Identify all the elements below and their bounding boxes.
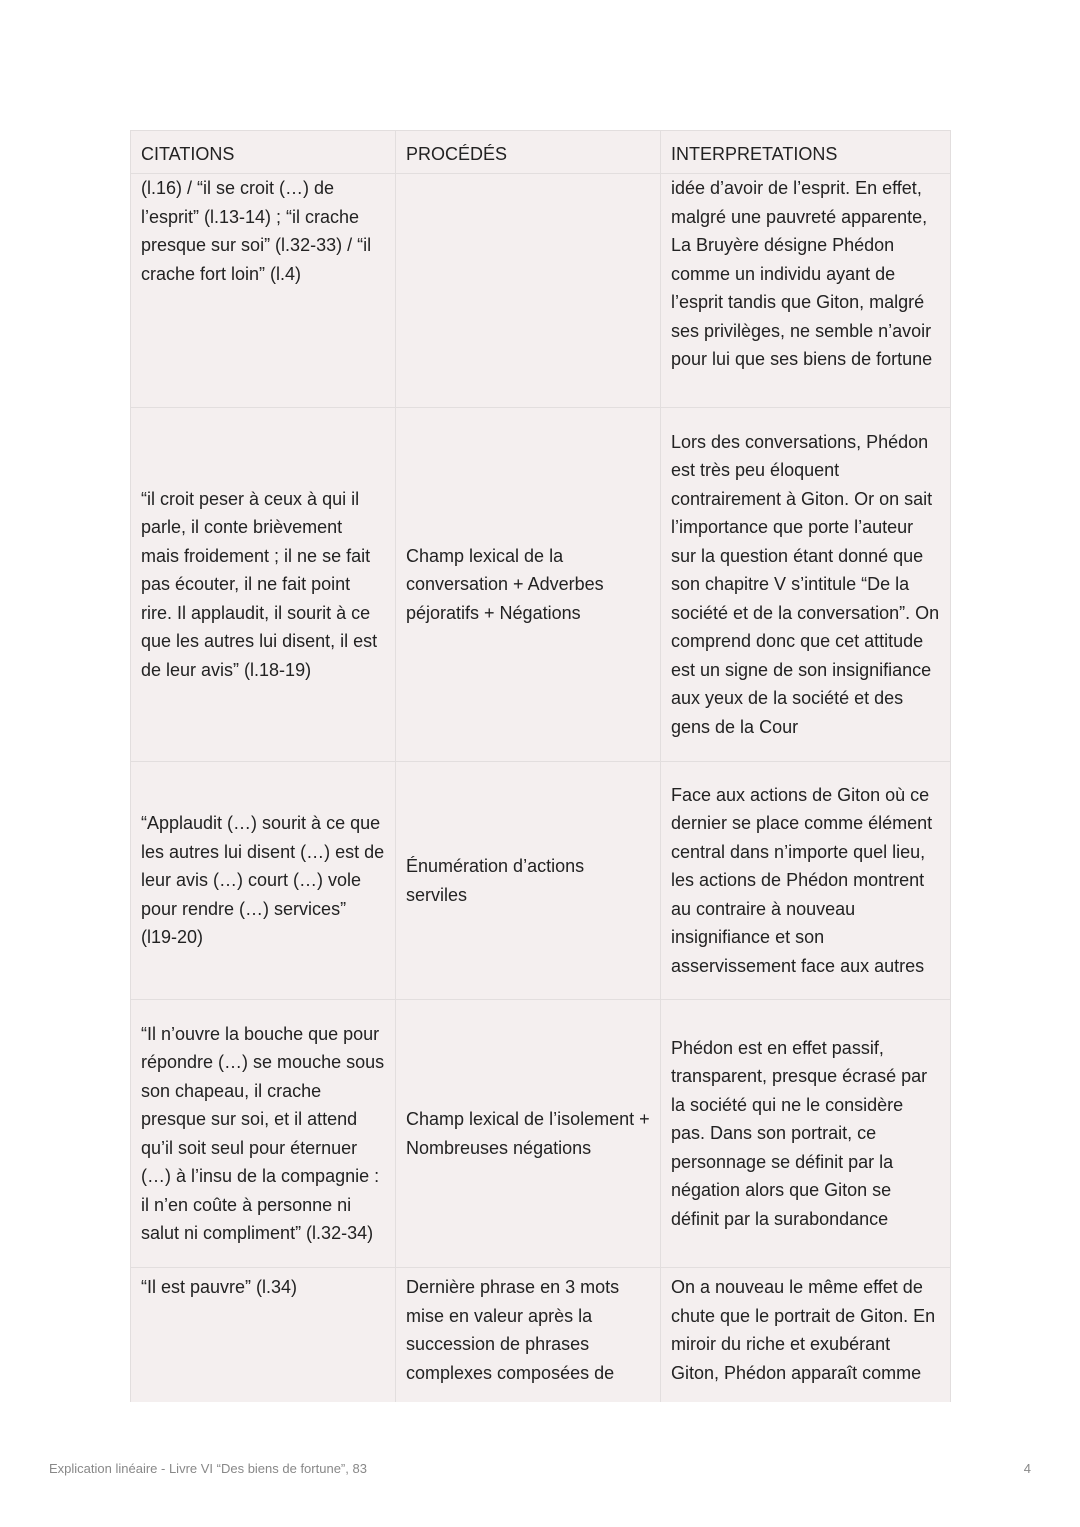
citation-text: “Applaudit (…) sourit à ce que les autres lui disent (…) est de leur avis (…) court (…) vole pour rendre (…) services” (l19-20)	[141, 813, 385, 948]
footer-page-number: 4	[1023, 1461, 1031, 1476]
header-citations: CITATIONS	[131, 131, 396, 174]
procede-cell	[396, 174, 661, 408]
citation-cell	[131, 1268, 396, 1402]
citation-cell	[131, 408, 396, 762]
citation-text: (l.16) / “il se croit (…) de l’esprit” (l.13-14) ; “il crache presque sur soi” (l.32-33) / “il crache fort loin” (l.4)	[141, 178, 372, 284]
table-row	[131, 762, 951, 1000]
analysis-table	[130, 130, 951, 1402]
interpretation-text: Lors des conversations, Phédon est très peu éloquent contrairement à Giton. Or on sait l’importance que porte l’auteur sur la question étant donné que son chapitre V s’intitule “De la société et de la conversation”. On comprend donc que cet attitude est un signe de son insignifiance aux yeux de la société et des gens de la Cour	[671, 431, 940, 737]
table-row	[131, 408, 951, 762]
table-header-row	[131, 131, 951, 174]
citation-text: “Il n’ouvre la bouche que pour répondre (…) se mouche sous son chapeau, il crache presque sur soi, et il attend qu’il soit seul pour éternuer (…) à l’insu de la compagnie : il n’en coûte à personne ni salut ni compliment” (l.32-34)	[141, 1023, 385, 1243]
procede-cell	[396, 408, 661, 762]
procede-text: Champ lexical de la conversation + Adverbes péjoratifs + Négations	[406, 545, 604, 623]
interpretation-cell	[661, 1000, 951, 1268]
citation-cell	[131, 1000, 396, 1268]
citation-cell	[131, 762, 396, 1000]
table-row	[131, 174, 951, 408]
table-row	[131, 1268, 951, 1402]
interpretation-cell	[661, 408, 951, 762]
procede-text: Énumération d’actions serviles	[406, 856, 585, 905]
procede-cell	[396, 762, 661, 1000]
interpretation-text: Face aux actions de Giton où ce dernier se place comme élément central dans n’importe quel lieu, les actions de Phédon montrent au contraire à nouveau insignifiance et son asservissement face aux autres	[671, 784, 933, 976]
citation-text: “il croit peser à ceux à qui il parle, il conte brièvement mais froidement ; il ne se fait pas écouter, il ne fait point rire. Il applaudit, il sourit à ce que les autres lui disent, il est de leur avis” (l.18-19)	[141, 488, 378, 680]
citation-text: “Il est pauvre” (l.34)	[141, 1277, 298, 1297]
header-procedes: PROCÉDÉS	[396, 131, 661, 174]
citation-cell	[131, 174, 396, 408]
interpretation-text: On a nouveau le même effet de chute que le portrait de Giton. En miroir du riche et exubérant Giton, Phédon apparaît comme	[671, 1277, 936, 1383]
procede-cell	[396, 1000, 661, 1268]
interpretation-text: Phédon est en effet passif, transparent, presque écrasé par la société qui ne le considère pas. Dans son portrait, ce personnage se définit par la négation alors que Giton se définit par la surabondance	[671, 1037, 928, 1229]
header-interpretations: INTERPRETATIONS	[661, 131, 951, 174]
procede-text: Dernière phrase en 3 mots mise en valeur après la succession de phrases complexes composées de	[406, 1277, 620, 1383]
table-row	[131, 1000, 951, 1268]
procede-text: Champ lexical de l’isolement + Nombreuses négations	[406, 1109, 650, 1158]
footer-document-title: Explication linéaire - Livre VI “Des biens de fortune”, 83	[49, 1461, 367, 1476]
interpretation-cell	[661, 762, 951, 1000]
interpretation-cell	[661, 174, 951, 408]
interpretation-text: idée d’avoir de l’esprit. En effet, malgré une pauvreté apparente, La Bruyère désigne Phédon comme un individu ayant de l’esprit tandis que Giton, malgré ses privilèges, ne semble n’avoir pour lui que ses biens de fortune	[671, 178, 933, 369]
interpretation-cell	[661, 1268, 951, 1402]
procede-cell	[396, 1268, 661, 1402]
